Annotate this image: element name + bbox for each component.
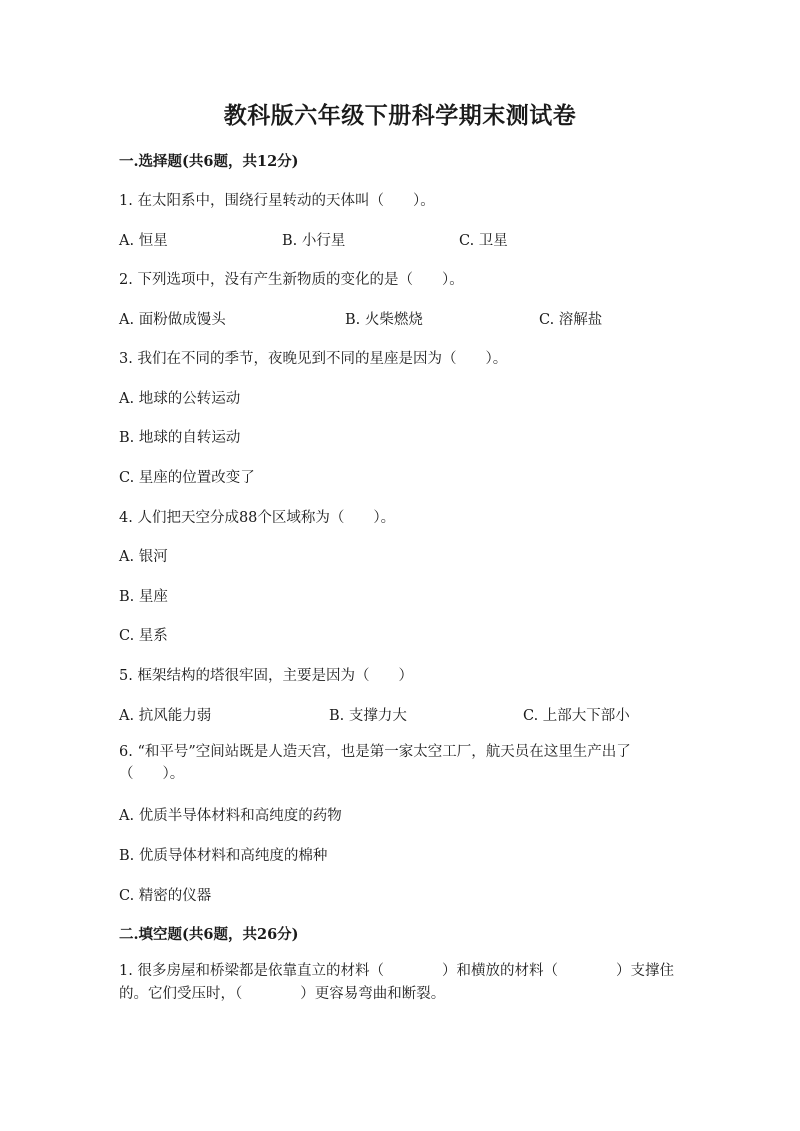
section-heading-fill-blank: 二.填空题(共6题，共26分) bbox=[119, 926, 299, 943]
question-5-option-a: A. 抗风能力弱 bbox=[119, 708, 212, 724]
question-1-option-b: B. 小行星 bbox=[282, 233, 346, 249]
question-6-option-a: A. 优质半导体材料和高纯度的药物 bbox=[119, 808, 342, 824]
question-3-option-a: A. 地球的公转运动 bbox=[119, 391, 241, 407]
question-1-stem: 1. 在太阳系中，围绕行星转动的天体叫（ ）。 bbox=[119, 193, 435, 209]
question-2-option-a: A. 面粉做成馒头 bbox=[119, 312, 226, 328]
question-4-option-b: B. 星座 bbox=[119, 589, 168, 605]
page-title: 教科版六年级下册科学期末测试卷 bbox=[223, 102, 577, 129]
question-4-stem: 4. 人们把天空分成88个区域称为（ ）。 bbox=[119, 510, 396, 526]
question-3-stem: 3. 我们在不同的季节，夜晚见到不同的星座是因为（ ）。 bbox=[119, 351, 508, 367]
question-2-option-b: B. 火柴燃烧 bbox=[345, 312, 423, 328]
question-3-option-b: B. 地球的自转运动 bbox=[119, 430, 241, 446]
question-1-option-c: C. 卫星 bbox=[459, 233, 508, 249]
question-6-option-b: B. 优质导体材料和高纯度的棉种 bbox=[119, 848, 328, 864]
question-5-stem: 5. 框架结构的塔很牢固，主要是因为（ ） bbox=[119, 668, 413, 684]
fill-question-1-stem: 1. 很多房屋和桥梁都是依靠直立的材料（ ）和横放的材料（ ）支撑住的。它们受压时，（ ）更容易弯曲和断裂。 bbox=[119, 963, 674, 1002]
question-3-option-c: C. 星座的位置改变了 bbox=[119, 470, 255, 486]
question-1-option-a: A. 恒星 bbox=[119, 233, 168, 249]
question-4-option-c: C. 星系 bbox=[119, 628, 168, 644]
question-2-option-c: C. 溶解盐 bbox=[539, 312, 603, 328]
question-6-option-c: C. 精密的仪器 bbox=[119, 888, 212, 904]
question-6-stem: 6. “和平号”空间站既是人造天宫，也是第一家太空工厂，航天员在这里生产出了（ ）。 bbox=[119, 744, 631, 782]
section-heading-choice: 一.选择题(共6题，共12分) bbox=[119, 153, 299, 170]
question-5-option-c: C. 上部大下部小 bbox=[523, 708, 630, 724]
question-4-option-a: A. 银河 bbox=[119, 549, 168, 565]
question-2-stem: 2. 下列选项中，没有产生新物质的变化的是（ ）。 bbox=[119, 272, 464, 288]
question-5-option-b: B. 支撑力大 bbox=[329, 708, 407, 724]
